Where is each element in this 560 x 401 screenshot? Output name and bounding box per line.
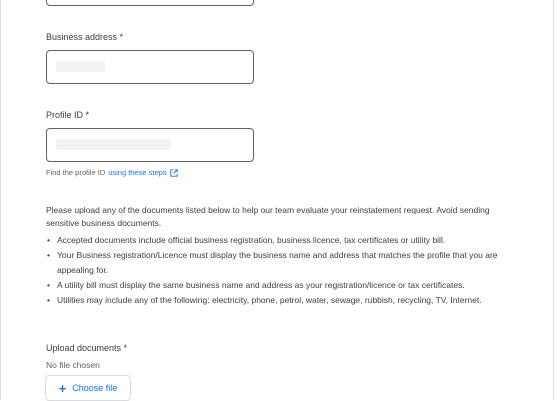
list-item-text: Your Business registration/Licence must display the business name and address that matches the profile that you are appealing for. — [57, 250, 498, 275]
list-item — [46, 293, 508, 308]
file-status-text: No file chosen — [46, 360, 100, 370]
using-these-steps-link[interactable]: using these steps — [108, 168, 167, 177]
business-address-value-redacted — [56, 61, 105, 72]
open-in-new-icon[interactable] — [170, 169, 178, 177]
bullet: • — [47, 294, 50, 305]
bullet: • — [47, 235, 50, 245]
list-item-text: Utilities may include any of the following: electricity, phone, petrol, water, sewage, rubbish, recycling, TV, Internet. — [57, 294, 482, 305]
document-requirements-list — [46, 233, 508, 308]
business-address-label: Business address * — [46, 32, 124, 42]
plus-icon: + — [58, 380, 67, 396]
business-address-input[interactable] — [46, 50, 254, 84]
bullet: • — [47, 279, 50, 290]
list-item — [46, 278, 508, 293]
profile-id-value-redacted — [56, 139, 171, 150]
profile-id-input[interactable] — [46, 128, 254, 162]
choose-file-label: Choose file — [72, 383, 118, 393]
list-item-text: Accepted documents include official business registration, business licence, tax certificates or utility bill. — [57, 235, 446, 245]
profile-id-label: Profile ID * — [46, 110, 90, 120]
bullet: • — [47, 250, 50, 260]
previous-field-input[interactable] — [46, 0, 254, 6]
upload-documents-label: Upload documents * — [46, 343, 128, 353]
profile-id-hint-text: Find the profile ID — [46, 168, 106, 177]
list-item — [46, 248, 508, 277]
list-item-text: A utility bill must display the same business name and address as your registration/licence or tax certificates. — [57, 279, 465, 290]
list-item — [46, 233, 508, 248]
upload-instructions: Please upload any of the documents listed below to help our team evaluate your reinstatement request. Avoid sending sensitive business documents. — [46, 205, 490, 228]
choose-file-button[interactable] — [45, 375, 131, 401]
profile-id-hint — [46, 168, 178, 177]
